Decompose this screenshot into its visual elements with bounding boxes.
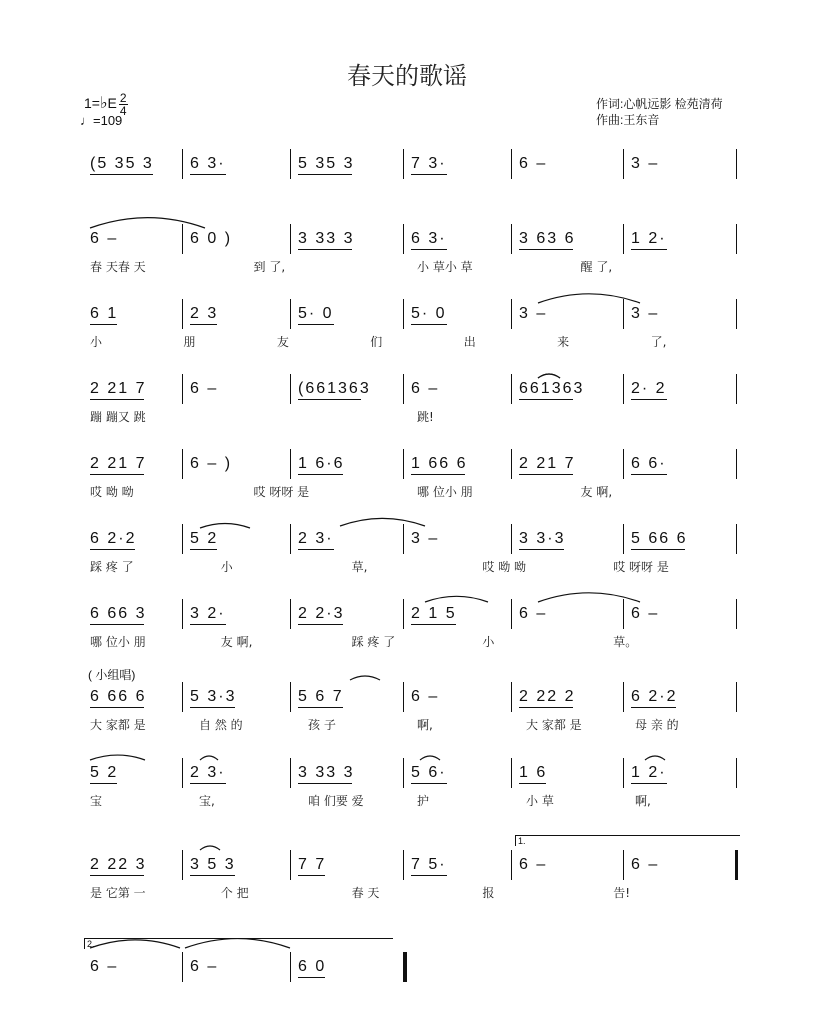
volta-second-ending: 2. bbox=[84, 938, 393, 949]
measure-notes: 6 1 bbox=[90, 305, 119, 322]
measure-notes: 6 – bbox=[631, 605, 660, 622]
lyric-text: 到 了, bbox=[253, 260, 286, 274]
flat-icon: ♭ bbox=[99, 93, 108, 113]
lyric-text: 护 bbox=[417, 794, 430, 808]
slur-arc bbox=[538, 593, 640, 602]
measure-notes: 2 1 5 bbox=[411, 605, 457, 622]
lyric-text: 小 草小 草 bbox=[417, 260, 473, 274]
tempo-value: =109 bbox=[93, 113, 123, 128]
measure-notes: 5· 0 bbox=[411, 305, 447, 322]
lyric-text: 朋 bbox=[183, 335, 196, 349]
measure-notes: 7 7 bbox=[298, 856, 327, 873]
slur-arc bbox=[425, 596, 488, 602]
measure-notes: 1 2· bbox=[631, 764, 667, 781]
measure-notes: 1 66 6 bbox=[411, 455, 468, 472]
measure-notes: 7 3· bbox=[411, 155, 447, 172]
lyric-text: 孩 子 bbox=[308, 718, 336, 732]
lyric-text: 草。 bbox=[613, 635, 638, 649]
volta-first-ending: 1. bbox=[515, 835, 740, 846]
lyric-text: 哎 呦 呦 bbox=[90, 485, 134, 499]
lyric-text: 小 bbox=[482, 635, 495, 649]
measure-notes: 5 6· bbox=[411, 764, 447, 781]
measure-notes: 3 – bbox=[411, 530, 440, 547]
lyric-text: 报 bbox=[482, 886, 495, 900]
measure-notes: 5 66 6 bbox=[631, 530, 688, 547]
lyric-text: 来 bbox=[557, 335, 570, 349]
composer: 作曲:王东音 bbox=[596, 113, 660, 127]
lyric-text: 宝, bbox=[199, 794, 215, 808]
measure-notes: 6 3· bbox=[411, 230, 447, 247]
slur-arc bbox=[350, 676, 380, 680]
measure-notes: 6 0 bbox=[298, 958, 327, 975]
lyric-text: 哪 位小 朋 bbox=[90, 635, 146, 649]
lyric-text: 草, bbox=[351, 560, 368, 574]
lyric-text: 蹦 蹦又 跳 bbox=[90, 410, 146, 424]
measure-notes: 3 33 3 bbox=[298, 230, 355, 247]
measure-notes: 661363 bbox=[519, 380, 585, 397]
lyric-text: 出 bbox=[463, 335, 476, 349]
measure-notes: 6 0 ) bbox=[190, 230, 233, 247]
measure-notes: 2 3· bbox=[190, 764, 226, 781]
time-bottom: 4 bbox=[119, 104, 127, 118]
lyric-text: 醒 了, bbox=[580, 260, 613, 274]
lyric-text: 哪 位小 朋 bbox=[417, 485, 473, 499]
measure-notes: 6 3· bbox=[190, 155, 226, 172]
key-note: E bbox=[107, 95, 117, 112]
lyric-text: 啊, bbox=[635, 794, 651, 808]
measure-notes: 6 6· bbox=[631, 455, 667, 472]
measure-notes: 2 3 bbox=[190, 305, 219, 322]
lyric-text: 自 然 的 bbox=[199, 718, 243, 732]
lyric-text: 春 天 bbox=[351, 886, 380, 900]
slur-arc bbox=[90, 940, 180, 948]
measure-notes: 2 22 3 bbox=[90, 856, 147, 873]
lyric-text: 哎 呀呀 是 bbox=[253, 485, 310, 499]
measure-notes: 6 – bbox=[190, 958, 219, 975]
measure-notes: 6 – bbox=[90, 230, 119, 247]
measure-notes: 6 – bbox=[411, 688, 440, 705]
time-top: 2 bbox=[119, 91, 127, 105]
lyric-text: 友 啊, bbox=[220, 635, 253, 649]
lyric-text: 小 草 bbox=[526, 794, 554, 808]
measure-notes: 3 – bbox=[631, 155, 660, 172]
measure-notes: (661363 bbox=[298, 380, 371, 397]
measure-notes: 3 33 3 bbox=[298, 764, 355, 781]
lyric-text: 哎 呀呀 是 bbox=[613, 560, 669, 574]
measure-notes: (5 35 3 bbox=[90, 155, 154, 172]
slur-arc bbox=[200, 756, 218, 760]
measure-notes: 3 63 6 bbox=[519, 230, 576, 247]
measure-notes: 2 2·3 bbox=[298, 605, 345, 622]
slur-arc bbox=[645, 756, 665, 760]
song-title: 春天的歌谣 bbox=[347, 62, 467, 90]
measure-notes: 5· 0 bbox=[298, 305, 334, 322]
lyric-text: 了, bbox=[650, 335, 667, 349]
lyric-text: 跳! bbox=[417, 410, 434, 424]
measure-notes: 6 – bbox=[411, 380, 440, 397]
measure-notes: 5 2 bbox=[90, 764, 119, 781]
slur-arc bbox=[538, 374, 560, 378]
measure-notes: 6 66 3 bbox=[90, 605, 147, 622]
lyric-text: 个 把 bbox=[220, 886, 249, 900]
lyric-text: 小 bbox=[90, 335, 103, 349]
lyric-text: 们 bbox=[370, 335, 383, 349]
measure-notes: 6 – ) bbox=[190, 455, 233, 472]
slur-arc bbox=[185, 939, 290, 948]
slur-arc bbox=[200, 846, 220, 850]
lyric-text: 告! bbox=[613, 886, 630, 900]
group-label: ( 小组唱) bbox=[88, 668, 136, 682]
measure-notes: 3 – bbox=[519, 305, 548, 322]
lyric-text: 咱 们要 爱 bbox=[308, 794, 364, 808]
measure-notes: 6 66 6 bbox=[90, 688, 147, 705]
lyric-text: 哎 呦 呦 bbox=[482, 560, 527, 574]
lyric-text: 友 bbox=[276, 335, 289, 349]
measure-notes: 6 2·2 bbox=[631, 688, 678, 705]
slur-arc bbox=[90, 218, 205, 228]
lyric-text: 啊, bbox=[417, 718, 433, 732]
measure-notes: 2 21 7 bbox=[519, 455, 576, 472]
lyric-text: 大 家都 是 bbox=[90, 718, 146, 732]
measure-notes: 6 – bbox=[519, 605, 548, 622]
measure-notes: 2 22 2 bbox=[519, 688, 576, 705]
lyric-text: 小 bbox=[220, 560, 233, 574]
measure-notes: 6 – bbox=[519, 856, 548, 873]
measure-notes: 1 2· bbox=[631, 230, 667, 247]
measure-notes: 3 3·3 bbox=[519, 530, 566, 547]
measure-notes: 5 35 3 bbox=[298, 155, 355, 172]
measure-notes: 6 – bbox=[90, 958, 119, 975]
measure-notes: 5 3·3 bbox=[190, 688, 237, 705]
measure-notes: 2· 2 bbox=[631, 380, 667, 397]
slur-arc bbox=[420, 756, 440, 760]
key-prefix: 1= bbox=[84, 95, 100, 112]
lyric-text: 宝 bbox=[90, 794, 103, 808]
measure-notes: 1 6·6 bbox=[298, 455, 345, 472]
lyricist: 作词:心帆远影 检苑清荷 bbox=[596, 97, 723, 111]
measure-notes: 6 – bbox=[190, 380, 219, 397]
lyric-text: 踩 疼 了 bbox=[90, 560, 134, 574]
measure-notes: 2 3· bbox=[298, 530, 334, 547]
measure-notes: 5 6 7 bbox=[298, 688, 344, 705]
measure-notes: 3 5 3 bbox=[190, 856, 236, 873]
measure-notes: 5 2 bbox=[190, 530, 219, 547]
measure-notes: 7 5· bbox=[411, 856, 447, 873]
measure-notes: 1 6 bbox=[519, 764, 548, 781]
slur-arc bbox=[340, 518, 425, 526]
slur-arc bbox=[90, 755, 145, 760]
measure-notes: 2 21 7 bbox=[90, 455, 147, 472]
lyric-text: 是 它第 一 bbox=[90, 886, 146, 900]
lyric-text: 踩 疼 了 bbox=[351, 635, 396, 649]
measure-notes: 6 2·2 bbox=[90, 530, 137, 547]
measure-notes: 6 – bbox=[631, 856, 660, 873]
measure-notes: 3 – bbox=[631, 305, 660, 322]
lyric-text: 大 家都 是 bbox=[526, 718, 582, 732]
measure-notes: 3 2· bbox=[190, 605, 226, 622]
lyric-text: 友 啊, bbox=[580, 485, 613, 499]
slur-arc bbox=[200, 524, 250, 529]
measure-notes: 6 – bbox=[519, 155, 548, 172]
quarter-note-icon: ♩ bbox=[80, 113, 93, 128]
lyric-text: 母 亲 的 bbox=[635, 718, 679, 732]
measure-notes: 2 21 7 bbox=[90, 380, 147, 397]
slur-arc bbox=[538, 294, 640, 303]
lyric-text: 春 天春 天 bbox=[90, 260, 146, 274]
